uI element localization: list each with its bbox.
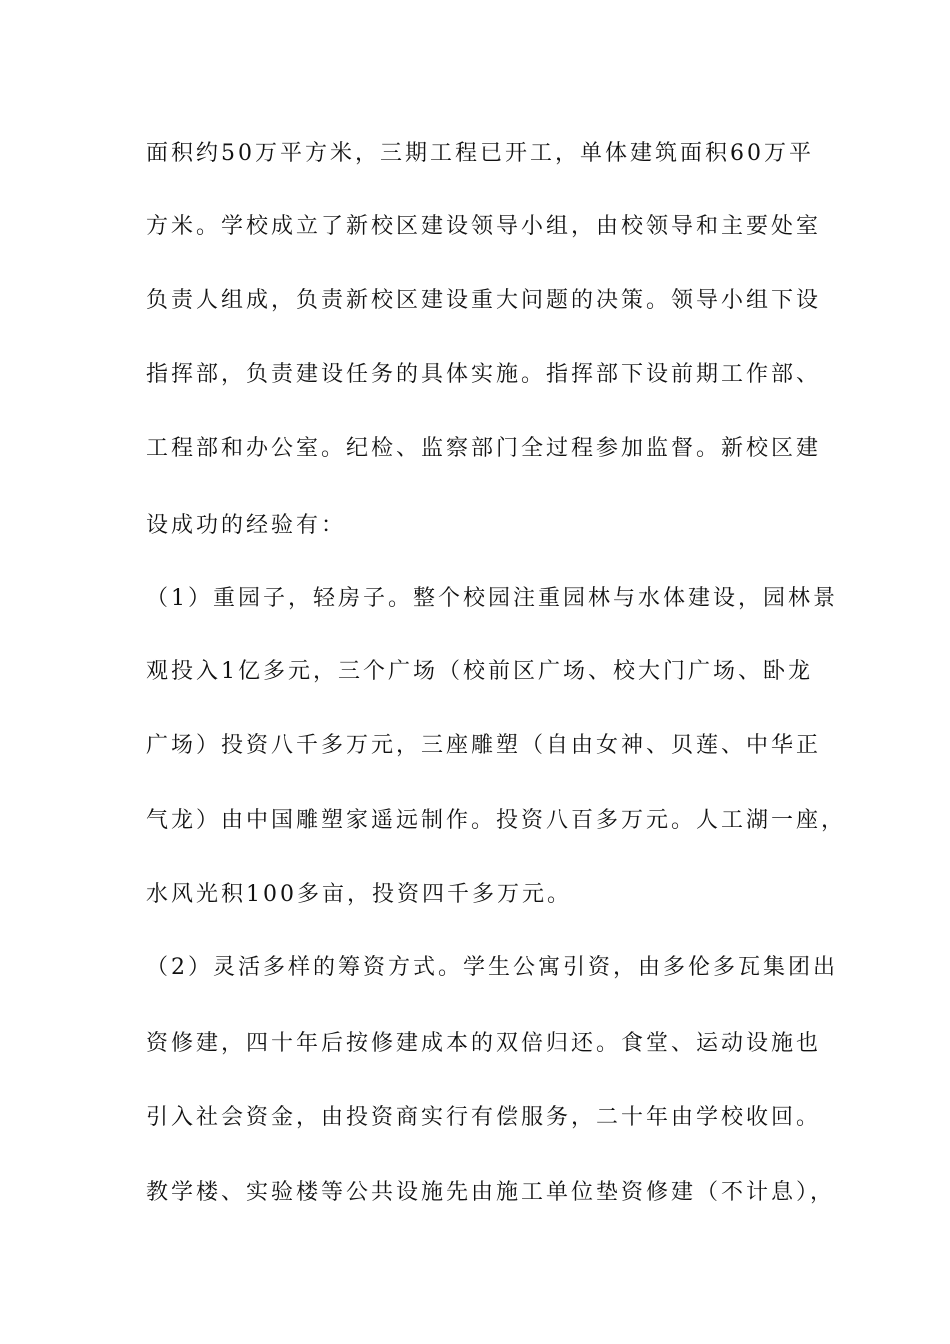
paragraph-line: 引入社会资金，由投资商实行有偿服务，二十年由学校收回。: [146, 1105, 822, 1130]
paragraph-line: 面积约50万平方米，三期工程已开工，单体建筑面积60万平: [146, 141, 814, 166]
paragraph-line: 教学楼、实验楼等公共设施先由施工单位垫资修建（不计息），: [146, 1180, 836, 1205]
paragraph-line: 负责人组成，负责新校区建设重大问题的决策。领导小组下设: [146, 288, 822, 313]
paragraph-line: 广场）投资八千多万元，三座雕塑（自由女神、贝莲、中华正: [146, 733, 822, 758]
paragraph-line: 方米。学校成立了新校区建设领导小组，由校领导和主要处室: [146, 214, 822, 239]
paragraph-line: 观投入1亿多元，三个广场（校前区广场、校大门广场、卧龙: [146, 659, 813, 684]
paragraph-line: 工程部和办公室。纪检、监察部门全过程参加监督。新校区建: [146, 436, 822, 461]
paragraph-line: 水风光积100多亩，投资四千多万元。: [146, 882, 572, 907]
paragraph-line: 指挥部，负责建设任务的具体实施。指挥部下设前期工作部、: [146, 362, 822, 387]
paragraph-line: 气龙）由中国雕塑家遥远制作。投资八百多万元。人工湖一座，: [146, 808, 847, 833]
paragraph-line: 资修建，四十年后按修建成本的双倍归还。食堂、运动设施也: [146, 1031, 822, 1056]
paragraph-line: 设成功的经验有：: [146, 513, 347, 538]
list-item-line: （2）灵活多样的筹资方式。学生公寓引资，由多伦多瓦集团出: [146, 955, 838, 980]
list-item-line: （1）重园子，轻房子。整个校园注重园林与水体建设，园林景: [146, 586, 838, 611]
